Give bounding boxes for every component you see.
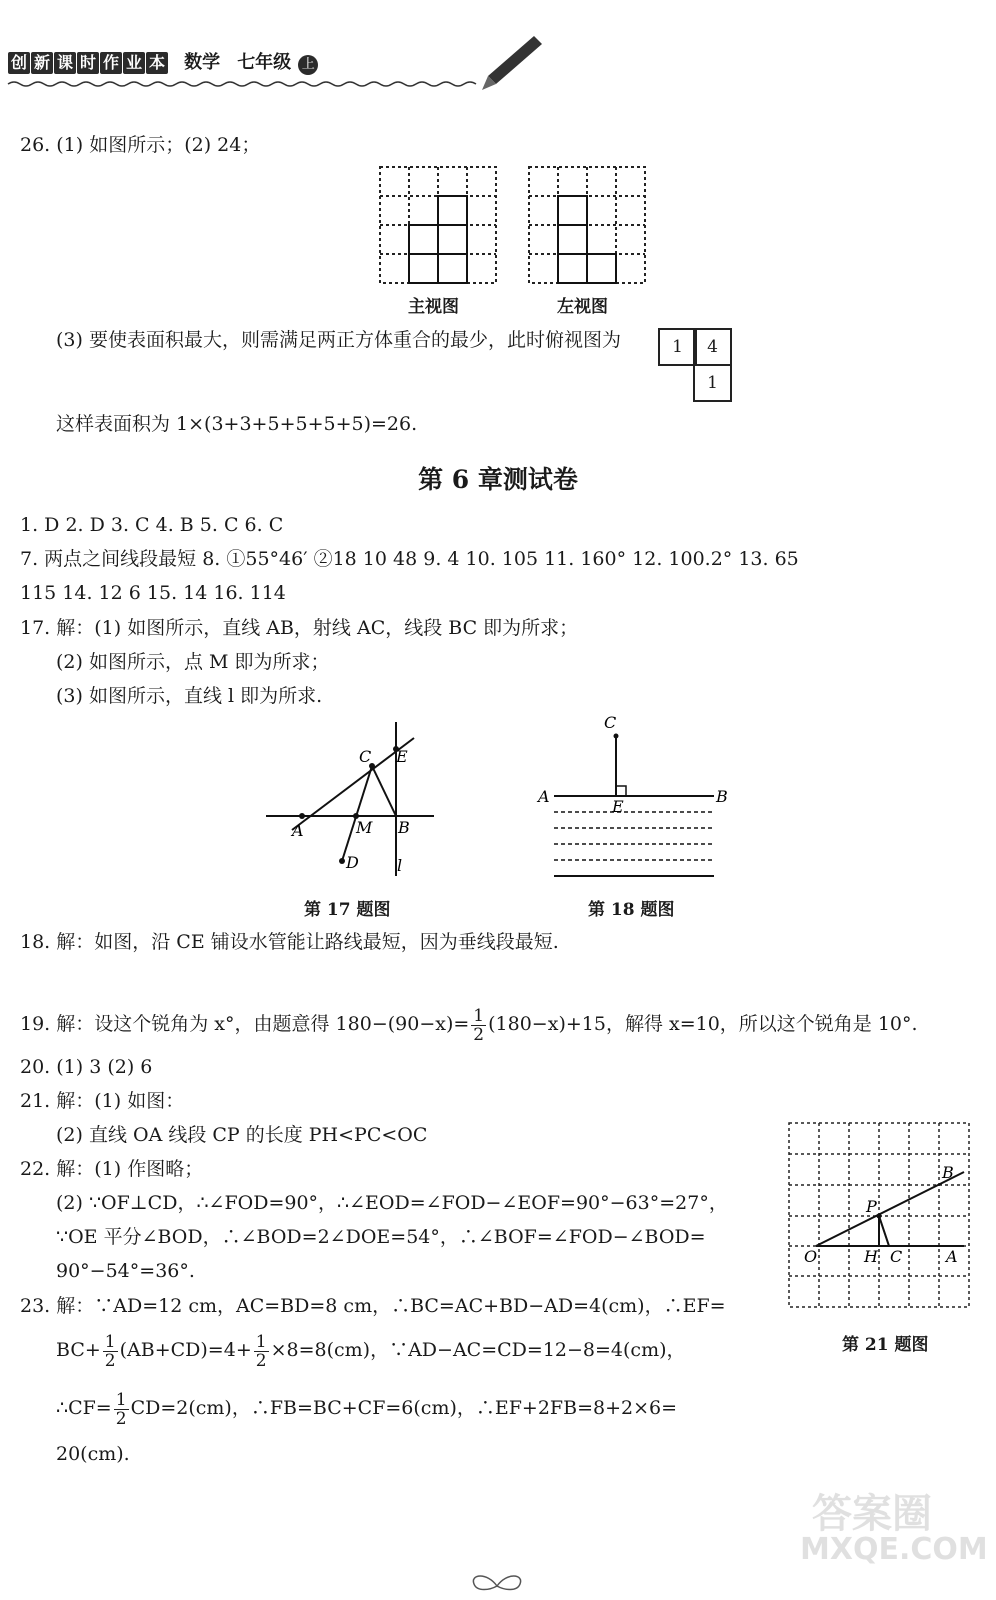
fig18-caption: 第 18 题图 (588, 900, 675, 920)
pen-icon (482, 36, 542, 90)
figure-18 (536, 712, 736, 882)
q22-line3: ∵OE 平分∠BOD，∴∠BOD=2∠DOE=54°，∴∠BOF=∠FOD−∠BOD= (56, 1226, 706, 1248)
label-l: l (397, 856, 403, 875)
q19 (20, 1004, 918, 1044)
point-A (299, 813, 305, 819)
label-C: C (359, 747, 372, 766)
left-view-caption: 左视图 (557, 297, 608, 317)
label-A: A (946, 1247, 958, 1266)
label-P: P (866, 1197, 877, 1216)
label-C: C (604, 713, 617, 732)
top-view-cell: 1 (658, 328, 697, 366)
denominator: 2 (104, 1350, 116, 1371)
q22-line1: 22. 解：(1) 作图略； (20, 1158, 204, 1180)
front-view-figure (378, 165, 500, 287)
label-D: D (346, 853, 359, 872)
q26-line1: 26. (1) 如图所示；(2) 24； (20, 134, 261, 156)
watermark-site: MXQE.COM (800, 1532, 988, 1567)
q21-line2: (2) 直线 OA 线段 CP 的长度 PH<PC<OC (56, 1124, 428, 1146)
numerator: 1 (255, 1331, 267, 1352)
left-view-figure (527, 165, 649, 287)
denominator: 2 (115, 1408, 127, 1429)
numerator: 1 (115, 1389, 127, 1410)
q26-line3: (3) 要使表面积最大，则需满足两正方体重合的最少，此时俯视图为 (56, 329, 621, 351)
label-B: B (942, 1163, 954, 1182)
series-char: 课 (54, 52, 76, 74)
q19-pre: 19. 解：设这个锐角为 x°，由题意得 180−(90−x)= (20, 1013, 470, 1035)
q23-line4: 20(cm). (56, 1443, 130, 1465)
header-decoration (0, 30, 560, 92)
q22-line4: 90°−54°=36°. (56, 1260, 195, 1282)
label-B: B (716, 787, 728, 806)
q23-line2-c: ×8=8(cm)，∵AD−AC=CD=12−8=4(cm)， (270, 1339, 686, 1361)
label-B: B (398, 818, 410, 837)
top-view-cell: 4 (693, 328, 732, 366)
label-E: E (612, 797, 624, 816)
point-D (339, 858, 345, 864)
denominator: 2 (473, 1024, 485, 1045)
q17-line2: (2) 如图所示，点 M 即为所求； (56, 651, 330, 673)
numerator: 1 (104, 1331, 116, 1352)
butterfly-ornament-icon (462, 1572, 532, 1598)
series-char: 业 (123, 52, 145, 74)
label-A: A (292, 821, 304, 840)
fig21-caption: 第 21 题图 (842, 1335, 929, 1355)
watermark-brand: 答案圈 (812, 1491, 932, 1537)
figure-21 (786, 1120, 976, 1312)
series-char: 本 (146, 52, 168, 74)
header-grade: 七年级 (237, 52, 292, 73)
point-C (614, 734, 619, 739)
q19-post: (180−x)+15，解得 x=10，所以这个锐角是 10°. (488, 1013, 918, 1035)
denominator: 2 (255, 1350, 267, 1371)
q23-line3-a: ∴CF= (56, 1397, 112, 1419)
top-view-figure (658, 328, 734, 400)
series-char: 创 (8, 52, 30, 74)
header-subject: 数学 (184, 52, 221, 73)
q22-line2: (2) ∵OF⊥CD，∴∠FOD=90°，∴∠EOD=∠FOD−∠EOF=90°−63°=27°， (56, 1192, 728, 1214)
label-C: C (890, 1247, 903, 1266)
label-M: M (356, 818, 373, 837)
point-P (877, 1214, 882, 1219)
series-char: 新 (31, 52, 53, 74)
fraction-half (254, 1333, 269, 1370)
header-volume-badge: 上 (298, 55, 318, 75)
section-title: 第 6 章测试卷 (418, 465, 578, 494)
q17-line1: 17. 解：(1) 如图所示，直线 AB，射线 AC，线段 BC 即为所求； (20, 617, 579, 639)
series-char: 作 (100, 52, 122, 74)
fig17-caption: 第 17 题图 (304, 900, 391, 920)
fraction-half (471, 1007, 486, 1044)
wavy-rule (8, 82, 476, 86)
fraction-half (103, 1333, 118, 1370)
q26-line4: 这样表面积为 1×(3+3+5+5+5+5)=26. (56, 413, 418, 435)
q20: 20. (1) 3 (2) 6 (20, 1056, 153, 1078)
series-char: 时 (77, 52, 99, 74)
numerator: 1 (473, 1005, 485, 1026)
front-view-caption: 主视图 (408, 297, 459, 317)
q23-line3 (56, 1388, 677, 1428)
fraction-half (114, 1391, 129, 1428)
q23-line2 (56, 1330, 686, 1370)
answers-line3: 115 14. 12 6 15. 14 16. 114 (20, 582, 286, 604)
q23-line2-b: (AB+CD)=4+ (119, 1339, 252, 1361)
q21-line1: 21. 解：(1) 如图： (20, 1090, 185, 1112)
figure-17 (262, 716, 442, 886)
q17-line3: (3) 如图所示，直线 l 即为所求. (56, 685, 323, 707)
label-O: O (804, 1247, 818, 1266)
q23-line3-b: CD=2(cm)，∴FB=BC+CF=6(cm)，∴EF+2FB=8+2×6= (130, 1397, 678, 1419)
q23-line2-a: BC+ (56, 1339, 101, 1361)
top-view-cell: 1 (693, 364, 732, 402)
answers-line1: 1. D 2. D 3. C 4. B 5. C 6. C (20, 514, 284, 536)
label-H: H (864, 1247, 878, 1266)
label-E: E (396, 747, 408, 766)
q23-line1: 23. 解：∵AD=12 cm，AC=BD=8 cm，∴BC=AC+BD−AD=4(cm)，∴EF= (20, 1295, 726, 1317)
label-A: A (538, 787, 550, 806)
answers-line2: 7. 两点之间线段最短 8. ①55°46′ ②18 10 48 9. 4 10. 105 11. 160° 12. 100.2° 13. 65 (20, 548, 799, 570)
q18: 18. 解：如图，沿 CE 铺设水管能让路线最短，因为垂线段最短. (20, 931, 559, 953)
